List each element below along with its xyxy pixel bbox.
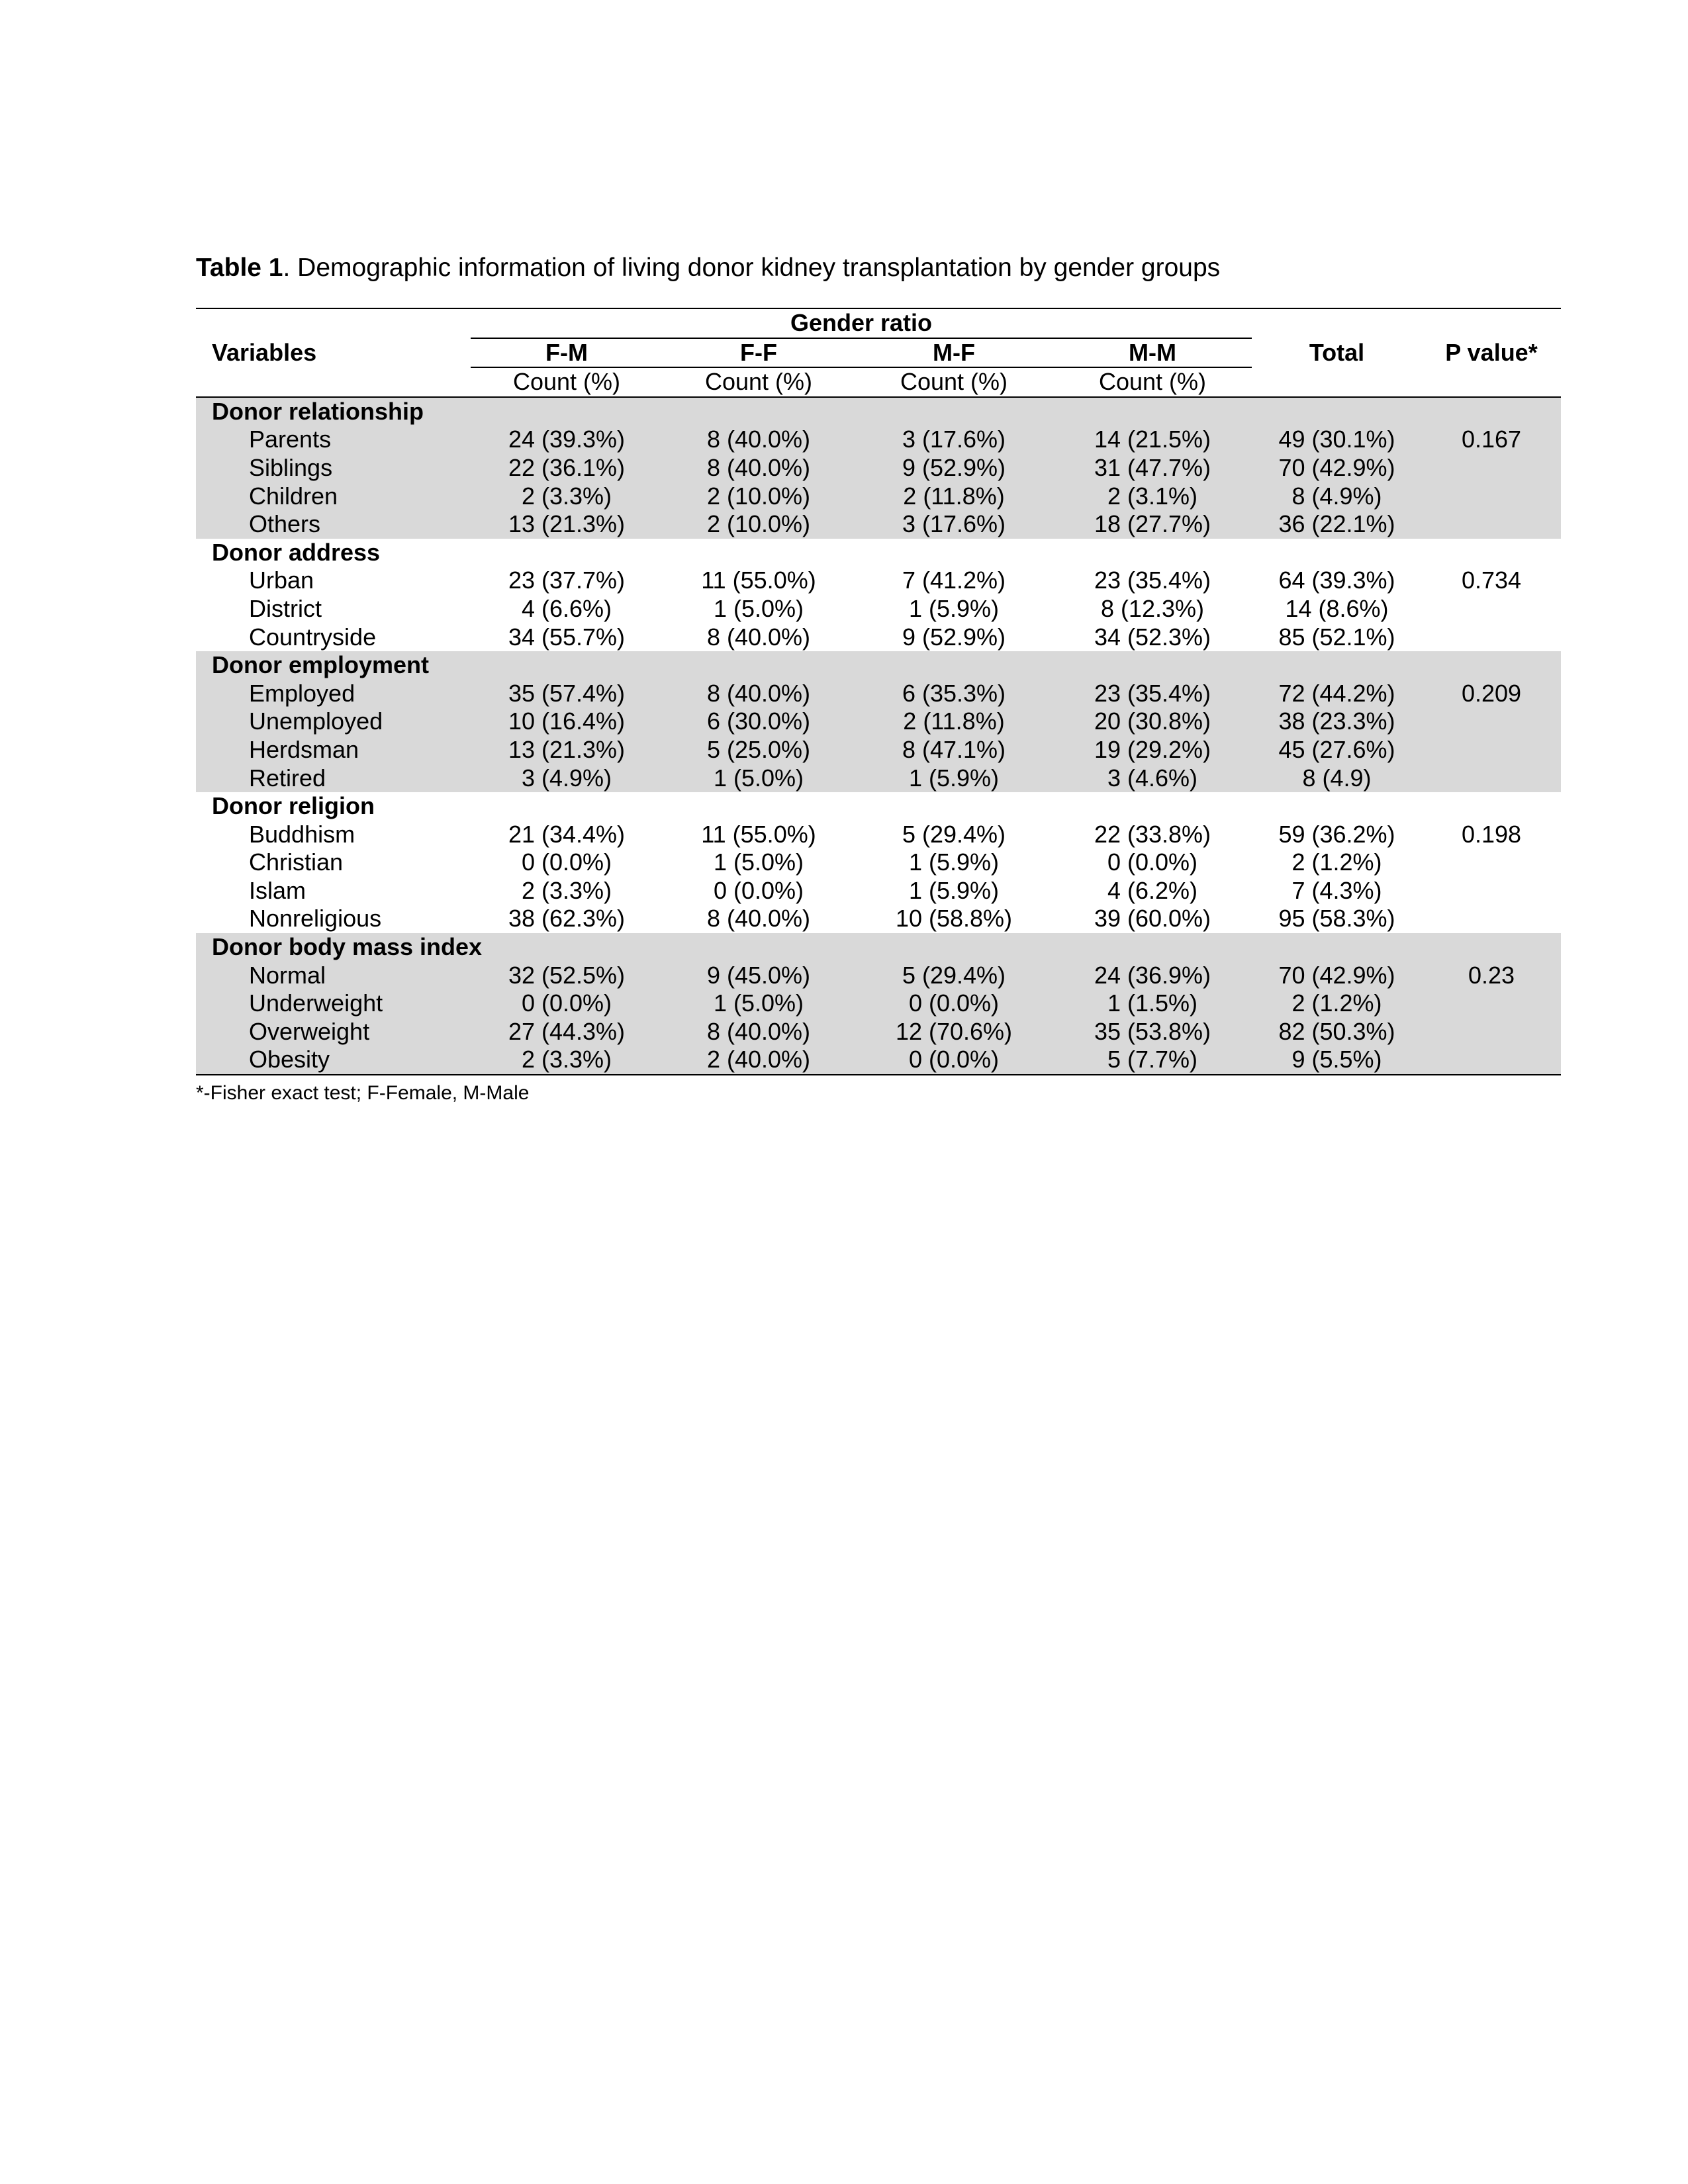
cell-pvalue: 0.734	[1461, 567, 1522, 594]
empty-cell	[855, 651, 1053, 680]
cell-fm: 21 (34.4%)	[508, 820, 626, 848]
section-label: Donor relationship	[196, 397, 471, 426]
cell-pvalue	[1422, 623, 1561, 652]
empty-cell	[1422, 651, 1561, 680]
row-variable-label: Siblings	[196, 454, 471, 482]
section-label: Donor employment	[196, 651, 471, 680]
cell-mm: 22 (33.8%)	[1094, 820, 1211, 848]
cell-ff: 11 (55.0%)	[701, 567, 816, 594]
cell-mf: 5 (29.4%)	[855, 962, 1053, 990]
empty-cell	[1422, 792, 1561, 821]
cell-mm: 39 (60.0%)	[1094, 905, 1211, 933]
table-row	[196, 680, 1561, 708]
row-variable-label: Overweight	[196, 1018, 471, 1046]
cell-mf: 0 (0.0%)	[855, 989, 1053, 1018]
cell-mm: 34 (52.3%)	[1094, 623, 1211, 651]
header-blank	[1422, 367, 1561, 397]
header-count-label: Count (%)	[1053, 367, 1252, 397]
cell-ff: 2 (10.0%)	[663, 510, 855, 539]
cell-mm: 5 (7.7%)	[1053, 1046, 1252, 1075]
table-row	[196, 1018, 1561, 1046]
cell-mm: 0 (0.0%)	[1107, 848, 1198, 876]
row-variable-label: Nonreligious	[249, 905, 382, 933]
cell-mm: 2 (3.1%)	[1053, 482, 1252, 511]
empty-cell	[1053, 539, 1252, 567]
row-variable-label: Normal	[196, 962, 471, 990]
table-row	[196, 482, 1561, 511]
cell-mm: 23 (35.4%)	[1053, 680, 1252, 708]
cell-fm: 32 (52.5%)	[471, 962, 663, 990]
cell-total: 82 (50.3%)	[1252, 1018, 1422, 1046]
cell-total: 7 (4.3%)	[1291, 876, 1382, 904]
cell-pvalue: 0.23	[1422, 962, 1561, 990]
table-row	[196, 736, 1561, 764]
cell-mm: 3 (4.6%)	[1053, 764, 1252, 793]
cell-total: 2 (1.2%)	[1252, 989, 1422, 1018]
header-count-label: Count (%)	[855, 367, 1053, 397]
cell-fm: 10 (16.4%)	[471, 707, 663, 736]
empty-cell	[471, 933, 663, 962]
row-variable-label: Others	[196, 510, 471, 539]
cell-fm: 13 (21.3%)	[471, 736, 663, 764]
cell-pvalue	[1422, 1018, 1561, 1046]
cell-pvalue	[1422, 510, 1561, 539]
cell-fm: 23 (37.7%)	[508, 567, 626, 594]
cell-mm: 1 (1.5%)	[1053, 989, 1252, 1018]
cell-pvalue	[1422, 482, 1561, 511]
section-header-row	[196, 539, 1561, 567]
cell-fm: 2 (3.3%)	[471, 482, 663, 511]
cell-mm: 14 (21.5%)	[1053, 426, 1252, 454]
caption-text: . Demographic information of living donor kidney transplantation by gender groups	[283, 253, 1221, 282]
empty-cell	[855, 792, 1053, 821]
table-caption	[196, 251, 1586, 285]
empty-cell	[663, 933, 855, 962]
cell-pvalue	[1422, 764, 1561, 793]
empty-cell	[1422, 539, 1561, 567]
table-body	[196, 397, 1561, 1075]
empty-cell	[1053, 792, 1252, 821]
empty-cell	[471, 539, 663, 567]
empty-cell	[663, 651, 855, 680]
header-count-label: Count (%)	[471, 367, 663, 397]
row-variable-label: District	[249, 594, 322, 622]
cell-total: 70 (42.9%)	[1252, 454, 1422, 482]
row-variable-label: Islam	[249, 876, 306, 904]
empty-cell	[663, 539, 855, 567]
header-variables: Variables	[212, 338, 317, 366]
cell-fm: 35 (57.4%)	[471, 680, 663, 708]
empty-cell	[1252, 651, 1422, 680]
cell-ff: 5 (25.0%)	[663, 736, 855, 764]
section-label: Donor address	[212, 538, 381, 566]
cell-total: 85 (52.1%)	[1278, 623, 1395, 651]
header-group-fm: F-M	[471, 338, 663, 368]
table-row	[196, 877, 1561, 905]
cell-pvalue	[1422, 905, 1561, 933]
section-header-row	[196, 397, 1561, 426]
cell-total: 45 (27.6%)	[1252, 736, 1422, 764]
cell-total: 72 (44.2%)	[1252, 680, 1422, 708]
cell-ff: 8 (40.0%)	[663, 426, 855, 454]
cell-ff: 1 (5.0%)	[663, 764, 855, 793]
cell-pvalue	[1422, 707, 1561, 736]
cell-mm: 19 (29.2%)	[1053, 736, 1252, 764]
cell-ff: 2 (10.0%)	[663, 482, 855, 511]
cell-pvalue: 0.198	[1461, 820, 1522, 848]
row-variable-label: Obesity	[196, 1046, 471, 1075]
cell-fm: 2 (3.3%)	[471, 1046, 663, 1075]
row-variable-label: Buddhism	[249, 820, 355, 848]
cell-mf: 5 (29.4%)	[902, 820, 1006, 848]
row-variable-label: Parents	[196, 426, 471, 454]
cell-total: 95 (58.3%)	[1278, 905, 1395, 933]
empty-cell	[1422, 933, 1561, 962]
cell-total: 36 (22.1%)	[1252, 510, 1422, 539]
cell-fm: 0 (0.0%)	[471, 989, 663, 1018]
empty-cell	[663, 397, 855, 426]
header-blank	[1252, 308, 1422, 338]
row-variable-label: Countryside	[249, 623, 377, 651]
header-count-label: Count (%)	[663, 367, 855, 397]
header-blank	[196, 308, 471, 338]
cell-ff: 8 (40.0%)	[663, 1018, 855, 1046]
cell-mm: 24 (36.9%)	[1053, 962, 1252, 990]
empty-cell	[1252, 539, 1422, 567]
table-row	[196, 989, 1561, 1018]
cell-mf: 7 (41.2%)	[902, 567, 1006, 594]
cell-fm: 4 (6.6%)	[521, 594, 612, 622]
cell-mf: 1 (5.9%)	[908, 594, 1000, 622]
header-group-mf: M-F	[855, 338, 1053, 368]
cell-mm: 4 (6.2%)	[1107, 876, 1198, 904]
cell-total: 9 (5.5%)	[1252, 1046, 1422, 1075]
row-variable-label: Children	[196, 482, 471, 511]
cell-mf: 12 (70.6%)	[855, 1018, 1053, 1046]
empty-cell	[471, 792, 663, 821]
cell-total: 70 (42.9%)	[1252, 962, 1422, 990]
header-blank	[1422, 308, 1561, 338]
cell-mf: 9 (52.9%)	[902, 623, 1006, 651]
table-row	[196, 821, 1561, 849]
cell-mf: 1 (5.9%)	[855, 764, 1053, 793]
cell-fm: 3 (4.9%)	[471, 764, 663, 793]
cell-total: 8 (4.9)	[1252, 764, 1422, 793]
row-variable-label: Employed	[196, 680, 471, 708]
row-variable-label: Underweight	[196, 989, 471, 1018]
cell-total: 2 (1.2%)	[1291, 848, 1382, 876]
cell-ff: 1 (5.0%)	[663, 989, 855, 1018]
empty-cell	[1422, 397, 1561, 426]
table-header	[196, 308, 1561, 397]
cell-ff: 6 (30.0%)	[663, 707, 855, 736]
table-row	[196, 707, 1561, 736]
cell-mf: 3 (17.6%)	[855, 426, 1053, 454]
cell-mm: 8 (12.3%)	[1100, 594, 1205, 622]
cell-mf: 2 (11.8%)	[855, 482, 1053, 511]
cell-ff: 8 (40.0%)	[663, 680, 855, 708]
cell-mm: 18 (27.7%)	[1053, 510, 1252, 539]
table-row	[196, 1046, 1561, 1075]
cell-mf: 1 (5.9%)	[908, 848, 1000, 876]
cell-ff: 2 (40.0%)	[663, 1046, 855, 1075]
cell-ff: 9 (45.0%)	[663, 962, 855, 990]
cell-fm: 0 (0.0%)	[521, 848, 612, 876]
cell-mf: 3 (17.6%)	[855, 510, 1053, 539]
section-label: Donor body mass index	[196, 933, 471, 962]
cell-pvalue: 0.209	[1422, 680, 1561, 708]
section-header-row	[196, 933, 1561, 962]
cell-fm: 27 (44.3%)	[471, 1018, 663, 1046]
table-row	[196, 848, 1561, 877]
cell-mf: 8 (47.1%)	[855, 736, 1053, 764]
cell-ff: 1 (5.0%)	[713, 848, 804, 876]
cell-total: 64 (39.3%)	[1278, 567, 1395, 594]
cell-pvalue	[1422, 848, 1561, 877]
cell-mm: 20 (30.8%)	[1053, 707, 1252, 736]
empty-cell	[1252, 792, 1422, 821]
empty-cell	[855, 539, 1053, 567]
table-row	[196, 764, 1561, 793]
cell-pvalue	[1422, 454, 1561, 482]
cell-mm: 23 (35.4%)	[1094, 567, 1211, 594]
table-row	[196, 567, 1561, 595]
row-variable-label: Urban	[249, 567, 314, 594]
row-variable-label: Herdsman	[196, 736, 471, 764]
cell-fm: 34 (55.7%)	[508, 623, 626, 651]
header-gender-ratio: Gender ratio	[471, 308, 1252, 338]
cell-pvalue	[1422, 736, 1561, 764]
header-blank	[1252, 367, 1422, 397]
empty-cell	[1053, 651, 1252, 680]
empty-cell	[1053, 933, 1252, 962]
table-row	[196, 595, 1561, 623]
header-total: Total	[1309, 338, 1365, 366]
cell-total: 49 (30.1%)	[1252, 426, 1422, 454]
table-row	[196, 623, 1561, 652]
row-variable-label: Christian	[249, 848, 344, 876]
cell-mf: 2 (11.8%)	[855, 707, 1053, 736]
cell-pvalue	[1422, 595, 1561, 623]
row-variable-label: Retired	[196, 764, 471, 793]
cell-mm: 31 (47.7%)	[1053, 454, 1252, 482]
header-group-ff: F-F	[663, 338, 855, 368]
section-header-row	[196, 651, 1561, 680]
table-footnote: *-Fisher exact test; F-Female, M-Male	[196, 1082, 530, 1104]
cell-fm: 38 (62.3%)	[508, 905, 626, 933]
empty-cell	[855, 397, 1053, 426]
cell-mm: 35 (53.8%)	[1053, 1018, 1252, 1046]
cell-pvalue	[1422, 989, 1561, 1018]
cell-fm: 24 (39.3%)	[471, 426, 663, 454]
table-row	[196, 454, 1561, 482]
cell-fm: 22 (36.1%)	[471, 454, 663, 482]
header-pvalue: P value*	[1445, 338, 1538, 366]
empty-cell	[663, 792, 855, 821]
table-row	[196, 905, 1561, 933]
empty-cell	[1252, 397, 1422, 426]
cell-mf: 6 (35.3%)	[855, 680, 1053, 708]
cell-mf: 10 (58.8%)	[895, 905, 1013, 933]
cell-total: 38 (23.3%)	[1252, 707, 1422, 736]
cell-total: 8 (4.9%)	[1252, 482, 1422, 511]
section-label: Donor religion	[212, 792, 375, 820]
cell-ff: 0 (0.0%)	[713, 876, 804, 904]
cell-pvalue	[1422, 1046, 1561, 1075]
row-variable-label: Unemployed	[196, 707, 471, 736]
cell-ff: 8 (40.0%)	[706, 905, 811, 933]
header-group-mm: M-M	[1053, 338, 1252, 368]
empty-cell	[855, 933, 1053, 962]
cell-pvalue: 0.167	[1422, 426, 1561, 454]
cell-mf: 9 (52.9%)	[855, 454, 1053, 482]
section-header-row	[196, 792, 1561, 821]
cell-ff: 1 (5.0%)	[713, 594, 804, 622]
cell-total: 59 (36.2%)	[1278, 820, 1395, 848]
empty-cell	[471, 397, 663, 426]
table-row	[196, 510, 1561, 539]
cell-fm: 13 (21.3%)	[471, 510, 663, 539]
empty-cell	[1252, 933, 1422, 962]
cell-total: 14 (8.6%)	[1285, 594, 1389, 622]
cell-fm: 2 (3.3%)	[521, 876, 612, 904]
cell-mf: 1 (5.9%)	[908, 876, 1000, 904]
empty-cell	[471, 651, 663, 680]
empty-cell	[1053, 397, 1252, 426]
cell-ff: 8 (40.0%)	[706, 623, 811, 651]
table-row	[196, 426, 1561, 454]
table-row	[196, 962, 1561, 990]
table-number: Table 1	[196, 253, 283, 282]
header-blank	[196, 367, 471, 397]
cell-pvalue	[1422, 877, 1561, 905]
cell-mf: 0 (0.0%)	[855, 1046, 1053, 1075]
cell-ff: 8 (40.0%)	[663, 454, 855, 482]
cell-ff: 11 (55.0%)	[701, 820, 816, 848]
demographic-table	[196, 308, 1561, 1075]
